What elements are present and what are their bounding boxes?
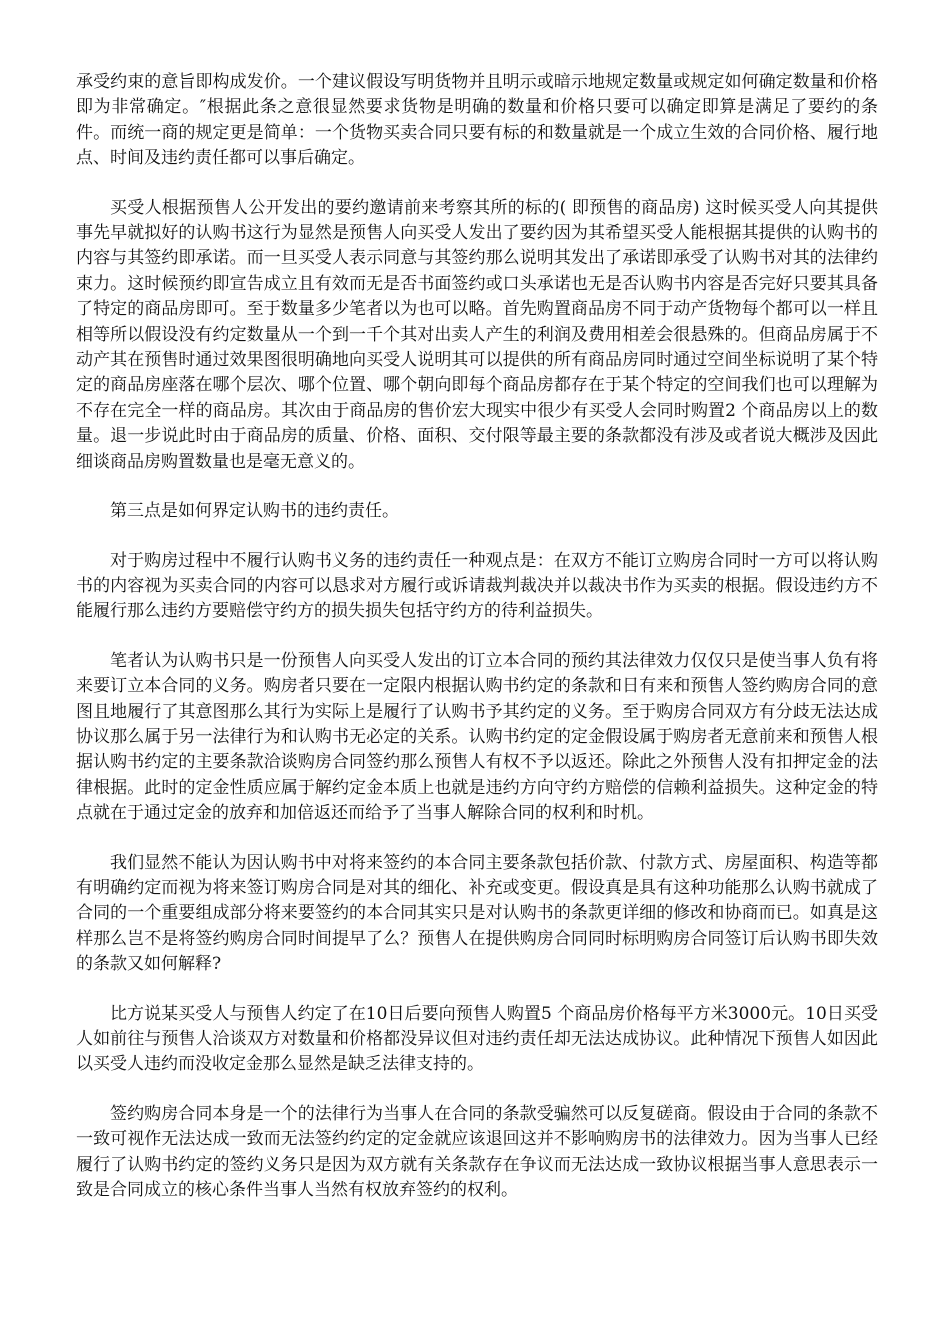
paragraph-2: 买受人根据预售人公开发出的要约邀请前来考察其所的标的( 即预售的商品房) 这时候买受人向其提供事先早就拟好的认购书这行为显然是预售人向买受人发出了要约因为其希望买受人能根据其提供的认购书的内容与其签约即承诺。而一旦买受人表示同意与其签约那么说明其发出了承诺即承受了认购书对其的法律约束力。这时候预约即宣告成立且有效而无是否书面签约或口头承诺也无是否认购书内容是否完好只要其具备了特定的商品房即可。至于数量多少笔者以为也可以略。首先购置商品房不同于动产货物每个都可以一样且相等所以假设没有约定数量从一个到一千个其对出卖人产生的利润及费用相差会很悬殊的。但商品房属于不动产其在预售时通过效果图很明确地向买受人说明其可以提供的所有商品房同时通过空间坐标说明了某个特定的商品房座落在哪个层次、哪个位置、哪个朝向即每个商品房都存在于某个特定的空间我们也可以理解为不存在完全一样的商品房。其次由于商品房的售价宏大现实中很少有买受人会同时购置2 个商品房以上的数量。退一步说此时由于商品房的质量、价格、面积、交付限等最主要的条款都没有涉及或者说大概涉及因此细谈商品房购置数量也是毫无意义的。 (76, 197, 878, 472)
paragraph-6: 我们显然不能认为因认购书中对将来签约的本合同主要条款包括价款、付款方式、房屋面积、构造等都有明确约定而视为将来签订购房合同是对其的细化、补充或变更。假设真是具有这种功能那么认购书就成了合同的一个重要组成部分将来要签约的本合同其实只是对认购书的条款更详细的修改和协商而已。如真是这样那么岂不是将签约购房合同时间提早了么？预售人在提供购房合同同时标明购房合同签订后认购书即失效的条款又如何解释? (76, 852, 878, 975)
paragraph-7: 比方说某买受人与预售人约定了在10日后要向预售人购置5 个商品房价格每平方米3000元。10日买受人如前往与预售人洽谈双方对数量和价格都没异议但对违约责任却无法达成协议。此种情况下预售人如因此以买受人违约而没收定金那么显然是缺乏法律支持的。 (76, 1003, 878, 1075)
paragraph-1: 承受约束的意旨即构成发价。一个建议假设写明货物并且明示或暗示地规定数量或规定如何确定数量和价格即为非常确定。″根据此条之意很显然要求货物是明确的数量和价格只要可以确定即算是满足了要约的条件。而统一商的规定更是简单：一个货物买卖合同只要有标的和数量就是一个成立生效的合同价格、履行地点、时间及违约责任都可以事后确定。 (76, 72, 878, 169)
document-body (76, 70, 878, 1227)
paragraph-5: 笔者认为认购书只是一份预售人向买受人发出的订立本合同的预约其法律效力仅仅只是使当事人负有将来要订立本合同的义务。购房者只要在一定限内根据认购书约定的条款和日有来和预售人签约购房合同的意图且地履行了其意图那么其行为实际上是履行了认购书予其约定的义务。至于购房合同双方有分歧无法达成协议那么属于另一法律行为和认购书无必定的关系。认购书约定的定金假设属于购房者无意前来和预售人根据认购书约定的主要条款洽谈购房合同签约那么预售人有权不予以返还。除此之外预售人没有扣押定金的法律根据。此时的定金性质应属于解约定金本质上也就是违约方向守约方赔偿的信赖利益损失。这种定金的特点就在于通过定金的放弃和加倍返还而给予了当事人解除合同的权利和时机。 (76, 650, 878, 824)
paragraph-8: 签约购房合同本身是一个的法律行为当事人在合同的条款受骗然可以反复磋商。假设由于合同的条款不一致可视作无法达成一致而无法签约约定的定金就应该退回这并不影响购房书的法律效力。因为当事人已经履行了认购书约定的签约义务只是因为双方就有关条款存在争议而无法达成一致协议根据当事人意思表示一致是合同成立的核心条件当事人当然有权放弃签约的权利。 (76, 1103, 878, 1201)
paragraph-4: 对于购房过程中不履行认购书义务的违约责任一种观点是：在双方不能订立购房合同时一方可以将认购书的内容视为买卖合同的内容可以恳求对方履行或诉请裁判裁决并以裁决书作为买卖的根据。假设违约方不能履行那么违约方要赔偿守约方的损失损失包括守约方的待利益损失。 (76, 550, 878, 622)
paragraph-3: 第三点是如何界定认购书的违约责任。 (110, 501, 399, 522)
